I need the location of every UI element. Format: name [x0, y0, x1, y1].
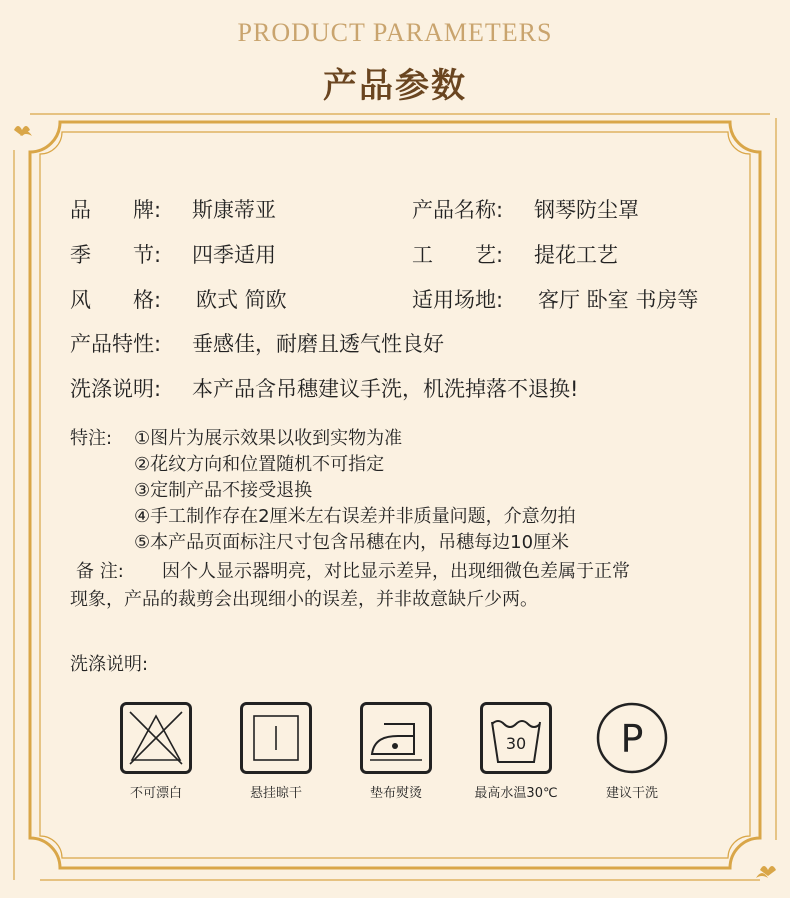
note-item: ④手工制作存在2厘米左右误差并非质量问题，介意勿拍: [134, 506, 576, 527]
feature-label: 产品特性:: [70, 332, 162, 356]
dry-clean-icon: [596, 702, 668, 774]
note-item: ③定制产品不接受退换: [134, 480, 313, 501]
product-name-label: 产品名称:: [412, 198, 504, 222]
iron-with-cloth-icon: [360, 702, 432, 774]
wash-label: 洗涤说明:: [70, 377, 162, 401]
wash-temperature: 30: [505, 734, 527, 753]
care-icon-label: 不可漂白: [129, 786, 182, 801]
season-value: 四季适用: [192, 243, 276, 267]
remark-line-2: 现象，产品的裁剪会出现细小的误差，并非故意缺斤少两。: [70, 589, 538, 610]
brand-label: 品 牌:: [70, 198, 162, 222]
note-item: ①图片为展示效果以收到实物为准: [134, 428, 403, 449]
care-icon-label: 垫布熨烫: [369, 786, 422, 801]
note-item: ②花纹方向和位置随机不可指定: [134, 454, 385, 475]
season-label: 季 节:: [70, 243, 162, 267]
remark-label: 备 注:: [76, 561, 124, 582]
note-item: ⑤本产品页面标注尺寸包含吊穗在内，吊穗每边10厘米: [134, 532, 570, 553]
care-icon-label: 悬挂晾干: [249, 786, 302, 801]
care-icon-label: 最高水温30℃: [474, 786, 558, 801]
product-name-value: 钢琴防尘罩: [534, 198, 639, 222]
care-icon-label: 建议干洗: [605, 786, 658, 801]
craft-label: 工 艺:: [412, 243, 504, 267]
brand-value: 斯康蒂亚: [192, 198, 276, 222]
no-bleach-icon: [120, 702, 192, 774]
remark-line-1: 因个人显示器明亮，对比显示差异，出现细微色差属于正常: [162, 561, 630, 582]
hang-dry-icon: [240, 702, 312, 774]
care-title: 洗涤说明:: [70, 654, 149, 675]
max-30-wash-icon: [480, 702, 552, 774]
feature-value: 垂感佳，耐磨且透气性良好: [192, 332, 444, 356]
style-value: 欧式 简欧: [196, 288, 287, 312]
wash-value: 本产品含吊穗建议手洗，机洗掉落不退换!: [192, 377, 579, 401]
notes-label: 特注:: [70, 428, 113, 449]
place-value: 客厅 卧室 书房等: [538, 288, 699, 312]
craft-value: 提花工艺: [534, 243, 618, 267]
dry-clean-letter: P: [620, 717, 644, 761]
style-label: 风 格:: [70, 288, 162, 312]
title-english: PRODUCT PARAMETERS: [237, 18, 553, 47]
title-chinese: 产品参数: [323, 66, 467, 106]
place-label: 适用场地:: [412, 288, 504, 312]
